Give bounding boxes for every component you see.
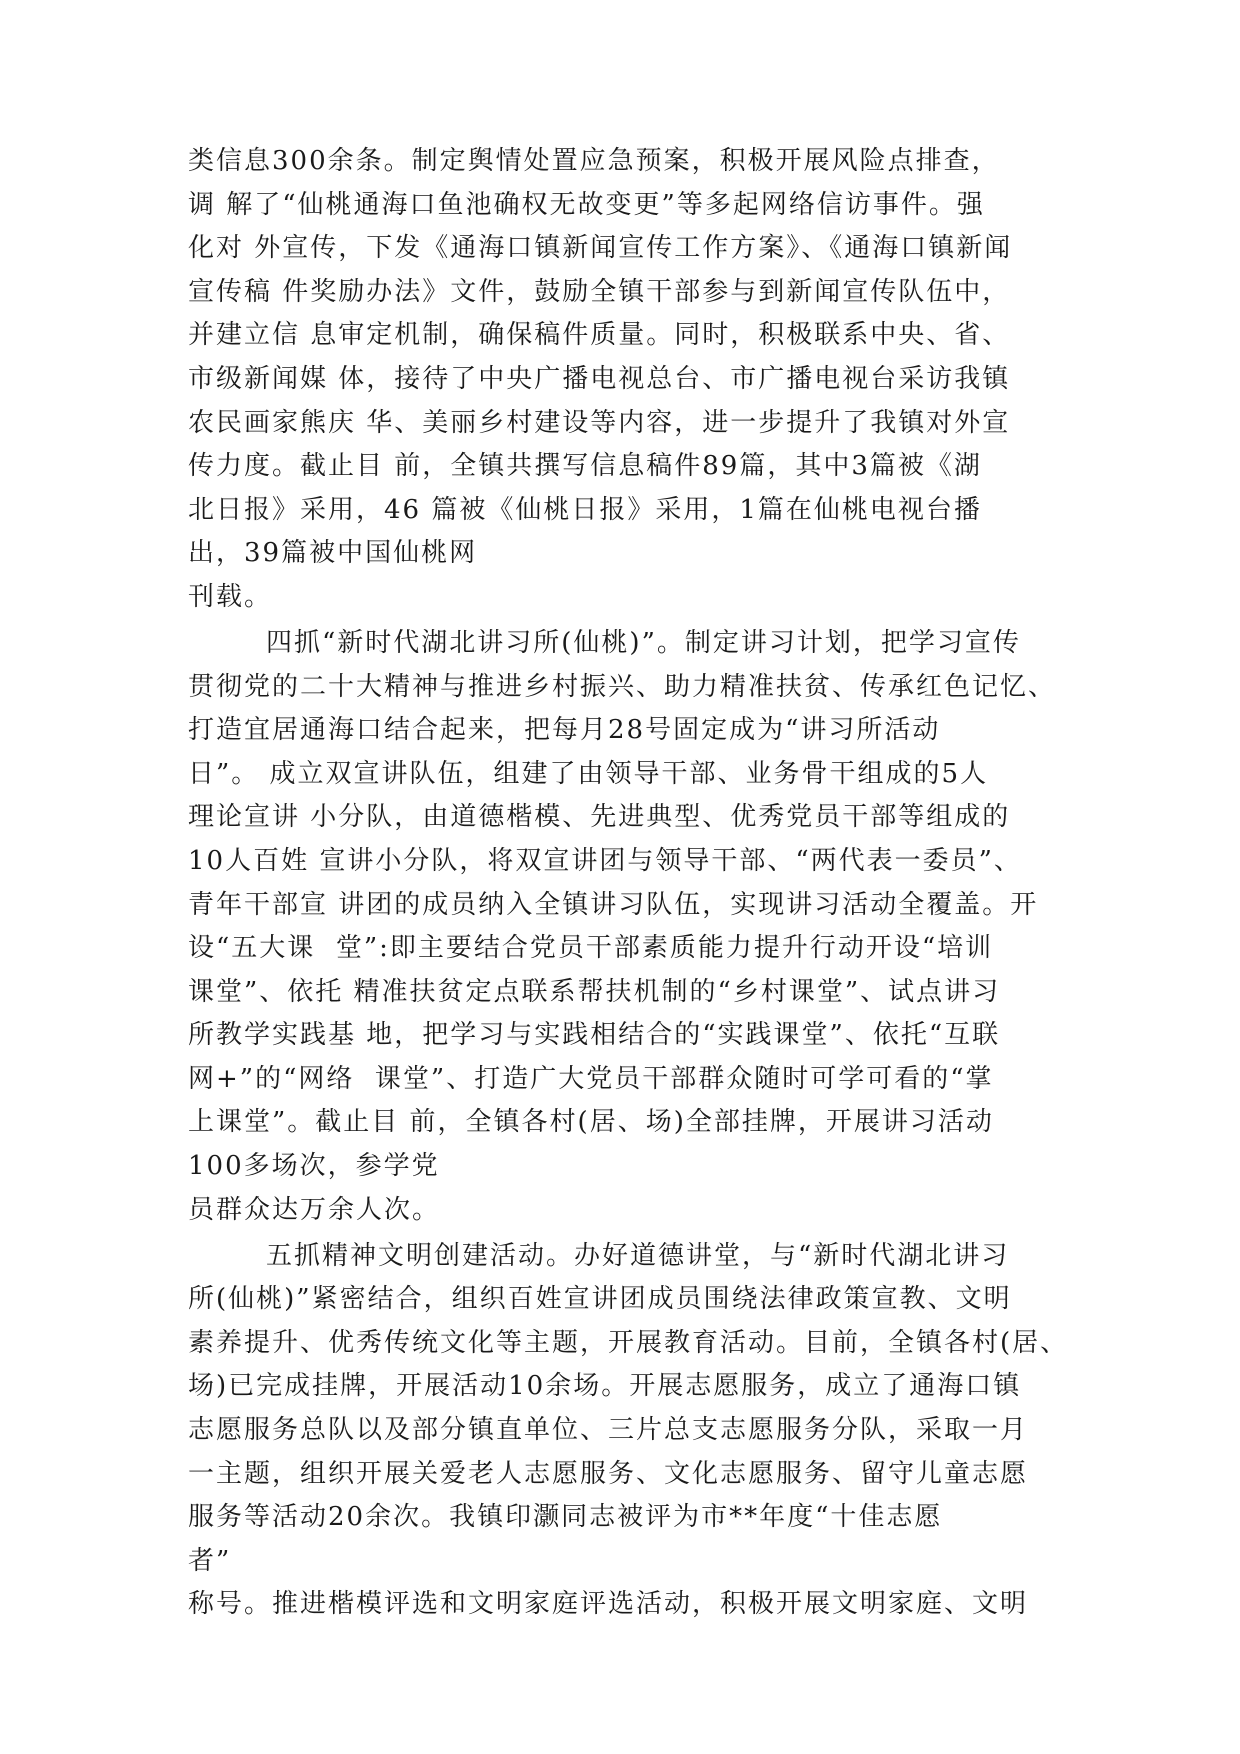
text-line: 场)已完成挂牌，开展活动10余场。开展志愿服务，成立了通海口镇	[188, 1371, 1022, 1402]
text-line: 设“五大课 堂”:即主要结合党员干部素质能力提升行动开设“培训	[188, 933, 994, 964]
text-line: 青年干部宣 讲团的成员纳入全镇讲习队伍，实现讲习活动全覆盖。开	[188, 889, 1039, 920]
text-line: 并建立信 息审定机制，确保稿件质量。同时，积极联系中央、省、	[188, 320, 1011, 351]
text-line: 员群众达万余人次。	[188, 1194, 441, 1225]
text-line: 称号。推进楷模评选和文明家庭评选活动，积极开展文明家庭、文明	[188, 1589, 1029, 1620]
text-line: 调 解了“仙桃通海口鱼池确权无故变更”等多起网络信访事件。强	[188, 189, 985, 220]
text-line: 农民画家熊庆 华、美丽乡村建设等内容，进一步提升了我镇对外宣	[188, 407, 1011, 438]
text-line: 五抓精神文明创建活动。办好道德讲堂，与“新时代湖北讲习	[266, 1240, 1010, 1271]
text-line: 出，39篇被中国仙桃网	[188, 538, 478, 569]
document-body	[188, 142, 1069, 1629]
text-line: 100多场次，参学党	[188, 1151, 440, 1182]
text-line: 化对 外宣传，下发《通海口镇新闻宣传工作方案》、《通海口镇新闻	[188, 233, 1013, 264]
text-line: 上课堂”。截止目 前，全镇各村(居、场)全部挂牌，开展讲习活动	[188, 1107, 994, 1138]
text-line: 贯彻党的二十大精神与推进乡村振兴、助力精准扶贫、传承红色记忆、	[188, 671, 1057, 702]
text-line: 素养提升、优秀传统文化等主题，开展教育活动。目前，全镇各村(居、	[188, 1327, 1069, 1358]
text-line: 宣传稿 件奖励办法》文件，鼓励全镇干部参与到新闻宣传队伍中，	[188, 276, 1011, 307]
text-line: 所教学实践基 地，把学习与实践相结合的“实践课堂”、依托“互联	[188, 1020, 1001, 1051]
paragraph	[188, 624, 1058, 1229]
paragraph	[188, 1237, 1069, 1624]
text-line: 日”。 成立双宣讲队伍，组建了由领导干部、业务骨干组成的5人	[188, 758, 989, 789]
text-line: 者”	[188, 1545, 232, 1576]
text-line: 打造宜居通海口结合起来，把每月28号固定成为“讲习所活动	[188, 715, 941, 746]
text-line: 北日报》采用，46 篇被《仙桃日报》采用，1篇在仙桃电视台播	[188, 494, 982, 525]
text-line: 所(仙桃)”紧密结合，组织百姓宣讲团成员围绕法律政策宣教、文明	[188, 1284, 1012, 1315]
text-line: 服务等活动20余次。我镇印灏同志被评为市**年度“十佳志愿	[188, 1502, 943, 1533]
text-line: 志愿服务总队以及部分镇直单位、三片总支志愿服务分队，采取一月	[188, 1415, 1029, 1446]
paragraph	[188, 142, 1058, 616]
text-line: 理论宣讲 小分队，由道德楷模、先进典型、优秀党员干部等组成的	[188, 802, 1011, 833]
text-line: 类信息300余条。制定舆情处置应急预案，积极开展风险点排查，	[188, 146, 1000, 176]
text-line: 一主题，组织开展关爱老人志愿服务、文化志愿服务、留守儿童志愿	[188, 1458, 1029, 1489]
text-line: 10人百姓 宣讲小分队，将双宣讲团与领导干部、“两代表一委员”、	[188, 845, 1022, 876]
text-line: 四抓“新时代湖北讲习所(仙桃)”。制定讲习计划，把学习宣传	[266, 627, 1021, 658]
text-line: 传力度。截止目 前，全镇共撰写信息稿件89篇，其中3篇被《湖	[188, 451, 982, 482]
text-line: 市级新闻媒 体，接待了中央广播电视总台、市广播电视台采访我镇	[188, 363, 1011, 394]
text-line: 网+”的“网络 课堂”、打造广大党员干部群众随时可学可看的“掌	[188, 1063, 994, 1094]
text-line: 课堂”、依托 精准扶贫定点联系帮扶机制的“乡村课堂”、试点讲习	[188, 976, 1001, 1007]
text-line: 刊载。	[188, 581, 273, 612]
